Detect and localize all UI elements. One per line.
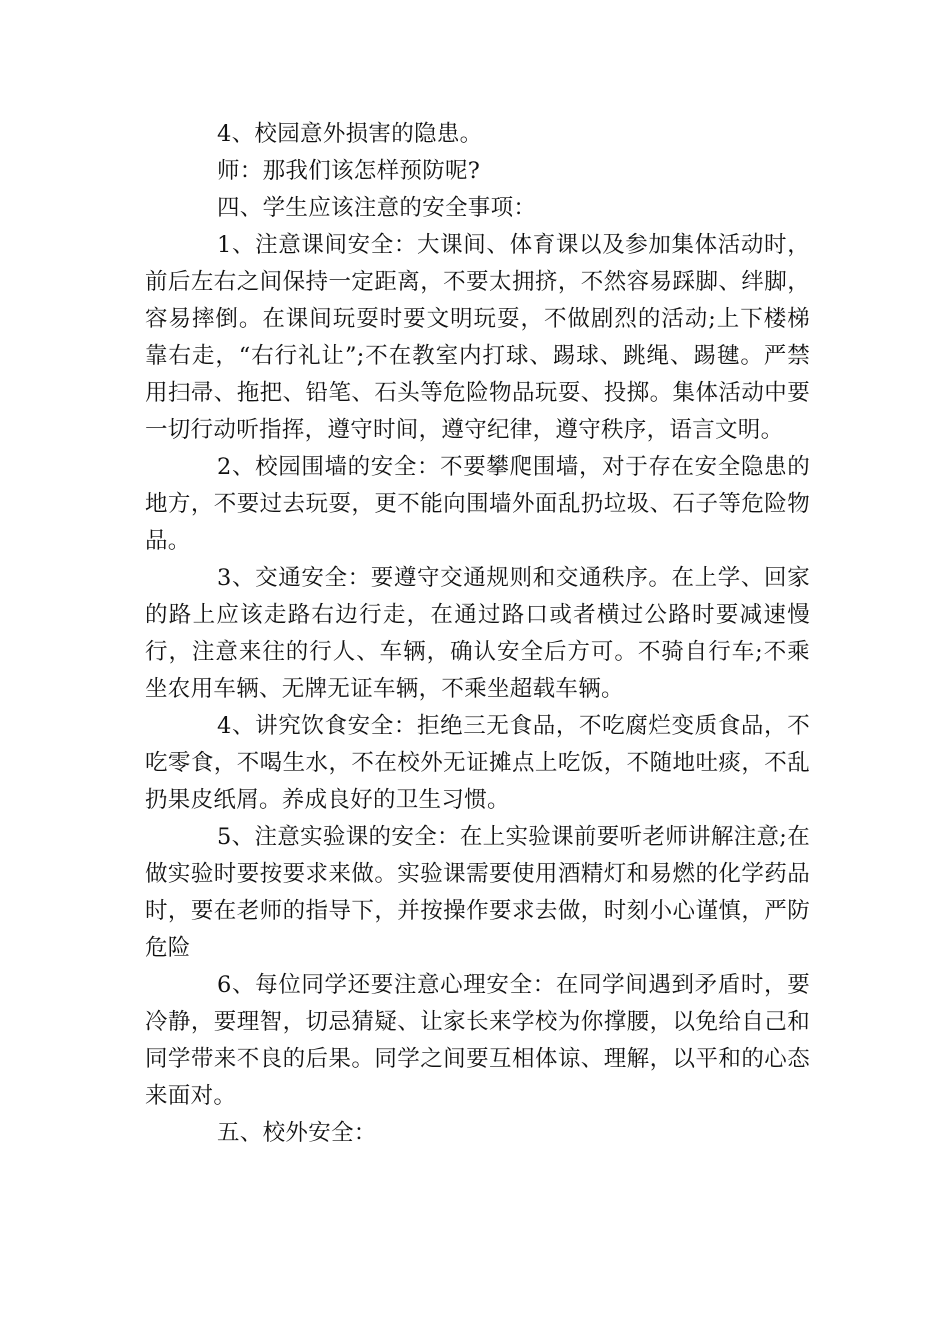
paragraph-traffic-safety: 3、交通安全：要遵守交通规则和交通秩序。在上学、回家的路上应该走路右边行走，在通过路口或者横过公路时要减速慢行，注意来往的行人、车辆，确认安全后方可。不骑自行车;不乘坐农用车辆、无牌无证车辆，不乘坐超载车辆。: [145, 565, 810, 702]
paragraph-food-safety: 4、讲究饮食安全：拒绝三无食品，不吃腐烂变质食品，不吃零食，不喝生水，不在校外无证摊点上吃饭，不随地吐痰，不乱扔果皮纸屑。养成良好的卫生习惯。: [145, 713, 810, 813]
section-heading-5: 五、校外安全：: [217, 1120, 377, 1146]
section-heading-4: 四、学生应该注意的安全事项：: [217, 195, 537, 221]
paragraph-recess-safety: 1、注意课间安全：大课间、体育课以及参加集体活动时，前后左右之间保持一定距离，不要太拥挤，不然容易踩脚、绊脚，容易摔倒。在课间玩耍时要文明玩耍，不做剧烈的活动;上下楼梯靠右走，“右行礼让”;不在教室内打球、踢球、跳绳、踢毽。严禁用扫帚、拖把、铅笔、石头等危险物品玩耍、投掷。集体活动中要一切行动听指挥，遵守时间，遵守纪律，遵守秩序，语言文明。: [145, 232, 810, 443]
paragraph-hazard-4: 4、校园意外损害的隐患。: [217, 121, 483, 147]
paragraph-wall-safety: 2、校园围墙的安全：不要攀爬围墙，对于存在安全隐患的地方，不要过去玩耍，更不能向围墙外面乱扔垃圾、石子等危险物品。: [145, 454, 810, 554]
paragraph-lab-safety: 5、注意实验课的安全：在上实验课前要听老师讲解注意;在做实验时要按要求来做。实验课需要使用酒精灯和易燃的化学药品时，要在老师的指导下，并按操作要求去做，时刻小心谨慎，严防危险: [145, 824, 810, 961]
paragraph-mental-safety: 6、每位同学还要注意心理安全：在同学间遇到矛盾时，要冷静，要理智，切忌猜疑、让家长来学校为你撑腰，以免给自己和同学带来不良的后果。同学之间要互相体谅、理解，以平和的心态来面对。: [145, 972, 810, 1109]
paragraph-teacher-question: 师：那我们该怎样预防呢?: [217, 158, 481, 184]
document-body: [145, 116, 810, 1152]
